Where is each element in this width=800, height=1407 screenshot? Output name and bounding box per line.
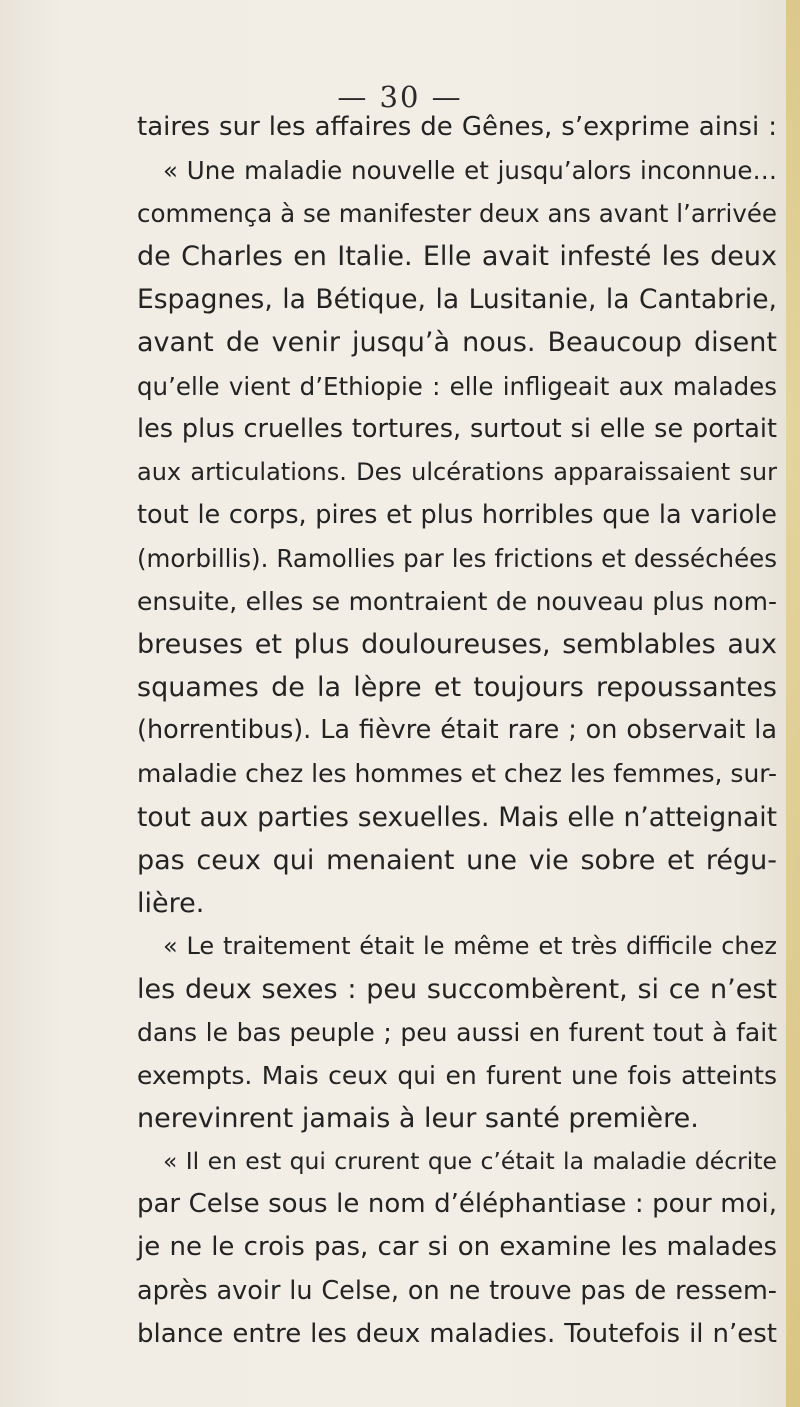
text-line: commença à se manifester deux ans avant l’arrivée <box>137 199 777 229</box>
text-line: par Celse sous le nom d’éléphantiase : pour moi, <box>137 1189 777 1220</box>
text-line: taires sur les affaires de Gênes, s’exprime ainsi : <box>137 112 777 142</box>
text-line: lière. <box>137 887 205 919</box>
text-line: nerevinrent jamais à leur santé première. <box>137 1103 699 1135</box>
text-line: tout le corps, pires et plus horribles que la variole <box>137 499 777 530</box>
text-line: les plus cruelles tortures, surtout si elle se portait <box>137 413 777 444</box>
text-line: (horrentibus). La fièvre était rare ; on observait la <box>137 715 777 746</box>
page-number: — 30 — <box>337 80 463 114</box>
text-line: exempts. Mais ceux qui en furent une fois atteints <box>137 1061 777 1091</box>
text-line: « Le traitement était le même et très difficile chez <box>163 931 777 960</box>
text-line: squames de la lèpre et toujours repoussantes <box>137 672 777 704</box>
text-line: pas ceux qui menaient une vie sobre et régu- <box>137 844 777 876</box>
text-line: dans le bas peuple ; peu aussi en furent tout à fait <box>137 1017 777 1047</box>
text-line: ensuite, elles se montraient de nouveau plus nom- <box>137 587 777 617</box>
text-line: les deux sexes : peu succombèrent, si ce n’est <box>137 973 777 1005</box>
text-line: après avoir lu Celse, on ne trouve pas de ressem- <box>137 1275 777 1306</box>
body-text <box>137 106 777 1356</box>
text-line: Espagnes, la Bétique, la Lusitanie, la Cantabrie, <box>137 284 777 316</box>
text-line: de Charles en Italie. Elle avait infesté les deux <box>137 241 777 273</box>
text-line: maladie chez les hommes et chez les femmes, sur- <box>137 759 777 789</box>
text-line: je ne le crois pas, car si on examine les malades <box>137 1232 777 1263</box>
text-line: qu’elle vient d’Ethiopie : elle infligeait aux malades <box>137 371 777 401</box>
text-line: tout aux parties sexuelles. Mais elle n’atteignait <box>137 801 777 833</box>
text-line: avant de venir jusqu’à nous. Beaucoup disent <box>137 327 777 359</box>
page-edge <box>786 0 800 1407</box>
text-line: « Une maladie nouvelle et jusqu’alors inconnue… <box>163 156 777 186</box>
text-line: « Il en est qui crurent que c’était la maladie décrite <box>163 1147 777 1176</box>
text-line: aux articulations. Des ulcérations apparaissaient sur <box>137 457 777 486</box>
text-line: breuses et plus douloureuses, semblables aux <box>137 629 777 661</box>
text-line: (morbillis). Ramollies par les frictions et desséchées <box>137 543 777 573</box>
text-line: blance entre les deux maladies. Toutefois il n’est <box>137 1318 777 1349</box>
